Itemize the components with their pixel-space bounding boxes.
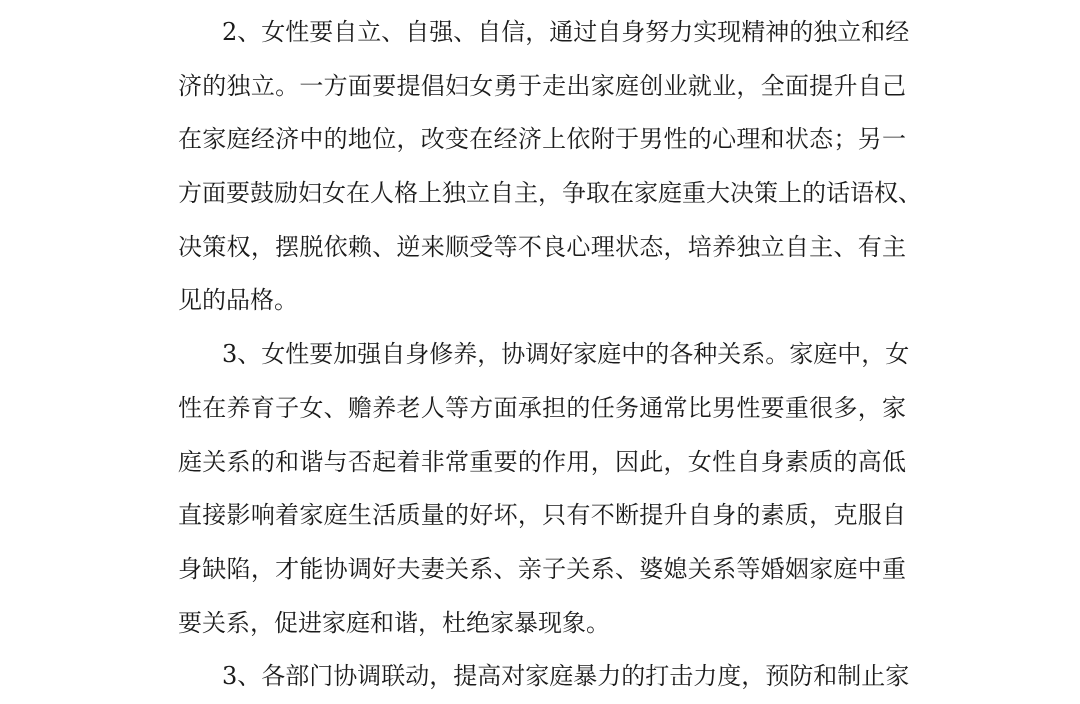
paragraph-1-line-6: 见的品格。 xyxy=(178,286,298,315)
paragraph-2-line-4: 直接影响着家庭生活质量的好坏，只有不断提升自身的素质，克服自 xyxy=(178,501,906,530)
paragraph-2-line-2: 性在养育子女、赡养老人等方面承担的任务通常比男性要重很多，家 xyxy=(178,393,906,422)
paragraph-1-line-1: 2、女性要自立、自强、自信，通过自身努力实现精神的独立和经 xyxy=(222,18,910,46)
paragraph-2-line-5: 身缺陷，才能协调好夫妻关系、亲子关系、婆媳关系等婚姻家庭中重 xyxy=(178,554,906,583)
document-body xyxy=(178,6,922,704)
paragraph-1-line-4: 方面要鼓励妇女在人格上独立自主，争取在家庭重大决策上的话语权、 xyxy=(178,179,922,208)
paragraph-1-line-3: 在家庭经济中的地位，改变在经济上依附于男性的心理和状态；另一 xyxy=(178,125,906,154)
paragraph-2-line-3: 庭关系的和谐与否起着非常重要的作用，因此，女性自身素质的高低 xyxy=(178,447,906,476)
paragraph-2-line-6: 要关系，促进家庭和谐，杜绝家暴现象。 xyxy=(178,608,610,637)
paragraph-1-line-5: 决策权，摆脱依赖、逆来顺受等不良心理状态，培养独立自主、有主 xyxy=(178,232,906,261)
paragraph-1-line-2: 济的独立。一方面要提倡妇女勇于走出家庭创业就业，全面提升自己 xyxy=(178,71,906,100)
paragraph-3-line-1: 3、各部门协调联动，提高对家庭暴力的打击力度，预防和制止家 xyxy=(222,662,910,691)
paragraph-2-line-1: 3、女性要加强自身修养，协调好家庭中的各种关系。家庭中，女 xyxy=(222,340,910,369)
